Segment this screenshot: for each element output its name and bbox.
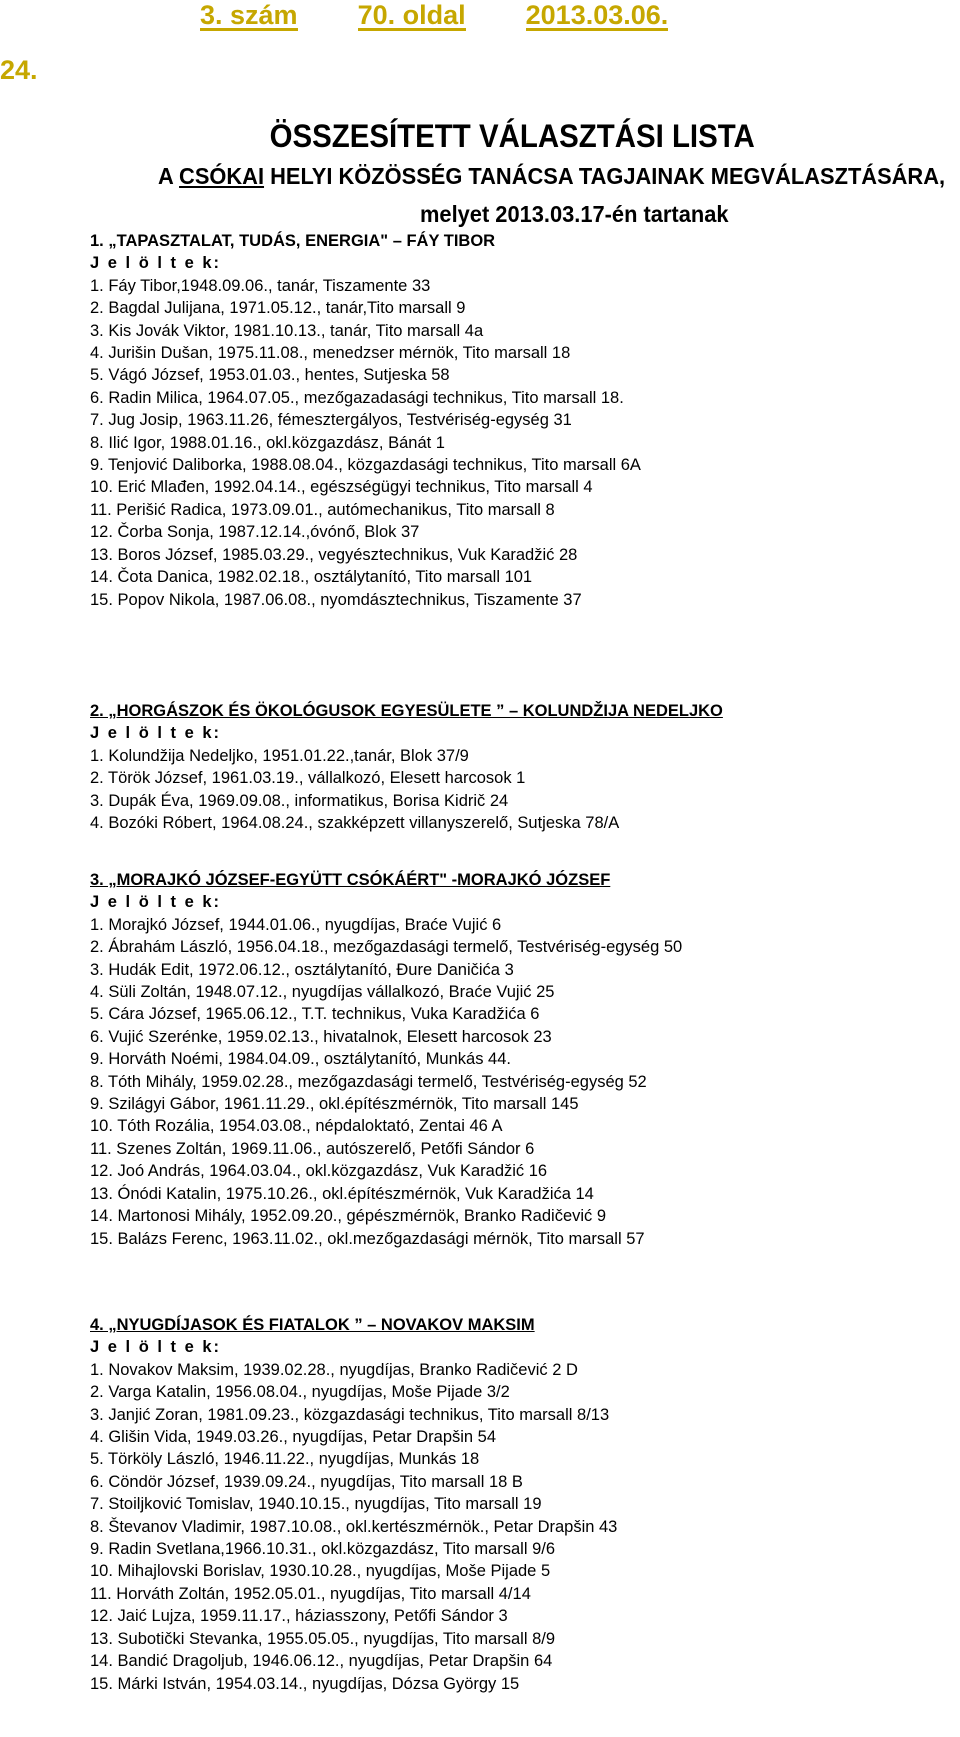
list-item: 2. Bagdal Julijana, 1971.05.12., tanár,Tito marsall 9 — [90, 299, 466, 318]
list-item: 4. Jurišin Dušan, 1975.11.08., menedzser mérnök, Tito marsall 18 — [90, 344, 571, 363]
list-item: 1. Morajkó József, 1944.01.06., nyugdíjas, Braće Vujić 6 — [90, 915, 502, 934]
list-section-1 — [90, 230, 641, 611]
list-item: 4. Bozóki Róbert, 1964.08.24., szakképzett villanyszerelő, Sutjeska 78/A — [90, 814, 620, 833]
list-item: 3. Kis Jovák Viktor, 1981.10.13., tanár, Tito marsall 4a — [90, 321, 484, 340]
list-item: 15. Márki István, 1954.03.14., nyugdíjas, Dózsa György 15 — [90, 1674, 520, 1693]
list-item: 11. Horváth Zoltán, 1952.05.01., nyugdíjas, Tito marsall 4/14 — [90, 1584, 531, 1603]
subtitle-rest: HELYI KÖZÖSSÉG TANÁCSA TAGJAINAK MEGVÁLASZTÁSÁRA, — [264, 163, 946, 189]
list-section-3 — [90, 869, 682, 1250]
list-item: 15. Balázs Ferenc, 1963.11.02., okl.mezőgazdasági mérnök, Tito marsall 57 — [90, 1229, 645, 1248]
document-subtitle — [158, 163, 945, 190]
page-header — [200, 0, 668, 31]
list-item: 6. Cöndör József, 1939.09.24., nyugdíjas, Tito marsall 18 B — [90, 1472, 523, 1491]
list-item: 1. Novakov Maksim, 1939.02.28., nyugdíjas, Branko Radičević 2 D — [90, 1360, 578, 1379]
list-item: 12. Jaić Lujza, 1959.11.17., háziasszony, Petőfi Sándor 3 — [90, 1607, 508, 1626]
list-item: 6. Vujić Szerénke, 1959.02.13., hivatalnok, Elesett harcosok 23 — [90, 1027, 552, 1046]
section-heading: 4. „NYUGDÍJASOK ÉS FIATALOK ” – NOVAKOV MAKSIM — [90, 1316, 535, 1334]
list-item: 5. Cára József, 1965.06.12., T.T. technikus, Vuka Karadžića 6 — [90, 1005, 540, 1024]
list-item: 1. Fáy Tibor,1948.09.06., tanár, Tiszamente 33 — [90, 276, 431, 295]
list-item: 5. Vágó József, 1953.01.03., hentes, Sutjeska 58 — [90, 366, 450, 385]
header-date: 2013.03.06. — [525, 0, 669, 30]
section-heading: 2. „HORGÁSZOK ÉS ÖKOLÓGUSOK EGYESÜLETE ” – KOLUNDŽIJA NEDELJKO — [90, 702, 723, 720]
nominees-label: J e l ö l t e k: — [90, 254, 222, 273]
list-item: 10. Tóth Rozália, 1954.03.08., népdaloktató, Zentai 46 A — [90, 1117, 503, 1136]
list-item: 2. Török József, 1961.03.19., vállalkozó, Elesett harcosok 1 — [90, 769, 526, 788]
list-item: 10. Mihajlovski Borislav, 1930.10.28., nyugdíjas, Moše Pijade 5 — [90, 1562, 551, 1581]
list-item: 11. Perišić Radica, 1973.09.01., autómechanikus, Tito marsall 8 — [90, 500, 555, 519]
list-item: 15. Popov Nikola, 1987.06.08., nyomdásztechnikus, Tiszamente 37 — [90, 590, 582, 609]
list-item: 3. Hudák Edit, 1972.06.12., osztálytanító, Đure Daničića 3 — [90, 960, 514, 979]
nominees-label: J e l ö l t e k: — [90, 1338, 222, 1357]
section-heading: 1. „TAPASZTALAT, TUDÁS, ENERGIA" – FÁY TIBOR — [90, 232, 496, 250]
list-section-2 — [90, 700, 723, 834]
list-item: 14. Čota Danica, 1982.02.18., osztálytanító, Tito marsall 101 — [90, 568, 533, 587]
list-item: 13. Boros József, 1985.03.29., vegyésztechnikus, Vuk Karadžić 28 — [90, 545, 578, 564]
document-title: ÖSSZESÍTETT VÁLASZTÁSI LISTA — [269, 118, 755, 154]
section-heading: 3. „MORAJKÓ JÓZSEF-EGYÜTT CSÓKÁÉRT" -MORAJKÓ JÓZSEF — [90, 871, 611, 889]
list-item: 1. Kolundžija Nedeljko, 1951.01.22.,tanár, Blok 37/9 — [90, 746, 469, 765]
header-page: 70. oldal — [357, 0, 466, 30]
list-item: 14. Martonosi Mihály, 1952.09.20., gépészmérnök, Branko Radičević 9 — [90, 1207, 607, 1226]
list-item: 6. Radin Milica, 1964.07.05., mezőgazadasági technikus, Tito marsall 18. — [90, 388, 624, 407]
header-issue: 3. szám — [200, 0, 298, 30]
list-item: 7. Jug Josip, 1963.11.26, fémesztergályos, Testvériség-egység 31 — [90, 411, 572, 430]
list-item: 8. Tóth Mihály, 1959.02.28., mezőgazdasági termelő, Testvériség-egység 52 — [90, 1072, 647, 1091]
list-item: 9. Radin Svetlana,1966.10.31., okl.közgazdász, Tito marsall 9/6 — [90, 1540, 556, 1559]
list-item: 9. Tenjović Daliborka, 1988.08.04., közgazdasági technikus, Tito marsall 6A — [90, 456, 641, 475]
subtitle-prefix: A — [158, 163, 180, 189]
list-item: 14. Bandić Dragoljub, 1946.06.12., nyugdíjas, Petar Drapšin 64 — [90, 1652, 553, 1671]
list-item: 4. Süli Zoltán, 1948.07.12., nyugdíjas vállalkozó, Braće Vujić 25 — [90, 983, 555, 1002]
list-item: 3. Janjić Zoran, 1981.09.23., közgazdasági technikus, Tito marsall 8/13 — [90, 1405, 610, 1424]
list-item: 9. Horváth Noémi, 1984.04.09., osztálytanító, Munkás 44. — [90, 1050, 511, 1069]
list-item: 13. Ónódi Katalin, 1975.10.26., okl.építészmérnök, Vuk Karadžića 14 — [90, 1184, 594, 1203]
page-number: 24. — [0, 55, 38, 85]
list-item: 8. Ilić Igor, 1988.01.16., okl.közgazdász, Bánát 1 — [90, 433, 445, 452]
nominees-label: J e l ö l t e k: — [90, 893, 222, 912]
list-item: 8. Števanov Vladimir, 1987.10.08., okl.kertészmérnök., Petar Drapšin 43 — [90, 1517, 618, 1536]
list-item: 2. Varga Katalin, 1956.08.04., nyugdíjas, Moše Pijade 3/2 — [90, 1383, 510, 1402]
list-item: 9. Szilágyi Gábor, 1961.11.29., okl.építészmérnök, Tito marsall 145 — [90, 1095, 579, 1114]
list-item: 13. Subotički Stevanka, 1955.05.05., nyugdíjas, Tito marsall 8/9 — [90, 1629, 556, 1648]
subtitle-place: CSÓKAI — [179, 163, 265, 189]
list-item: 2. Ábrahám László, 1956.04.18., mezőgazdasági termelő, Testvériség-egység 50 — [90, 938, 683, 957]
list-item: 12. Joó András, 1964.03.04., okl.közgazdász, Vuk Karadžić 16 — [90, 1162, 548, 1181]
list-item: 11. Szenes Zoltán, 1969.11.06., autószerelő, Petőfi Sándor 6 — [90, 1139, 535, 1158]
list-item: 5. Törköly László, 1946.11.22., nyugdíjas, Munkás 18 — [90, 1450, 480, 1469]
list-item: 7. Stoiljković Tomislav, 1940.10.15., nyugdíjas, Tito marsall 19 — [90, 1495, 542, 1514]
list-item: 12. Čorba Sonja, 1987.12.14.,óvónő, Blok 37 — [90, 523, 420, 542]
list-item: 3. Dupák Éva, 1969.09.08., informatikus, Borisa Kidrič 24 — [90, 791, 509, 810]
list-item: 4. Glišin Vida, 1949.03.26., nyugdíjas, Petar Drapšin 54 — [90, 1428, 497, 1447]
list-item: 10. Erić Mlađen, 1992.04.14., egészségügyi technikus, Tito marsall 4 — [90, 478, 593, 497]
list-section-4 — [90, 1314, 617, 1695]
nominees-label: J e l ö l t e k: — [90, 724, 222, 743]
document-date-line: melyet 2013.03.17-én tartanak — [420, 201, 729, 227]
